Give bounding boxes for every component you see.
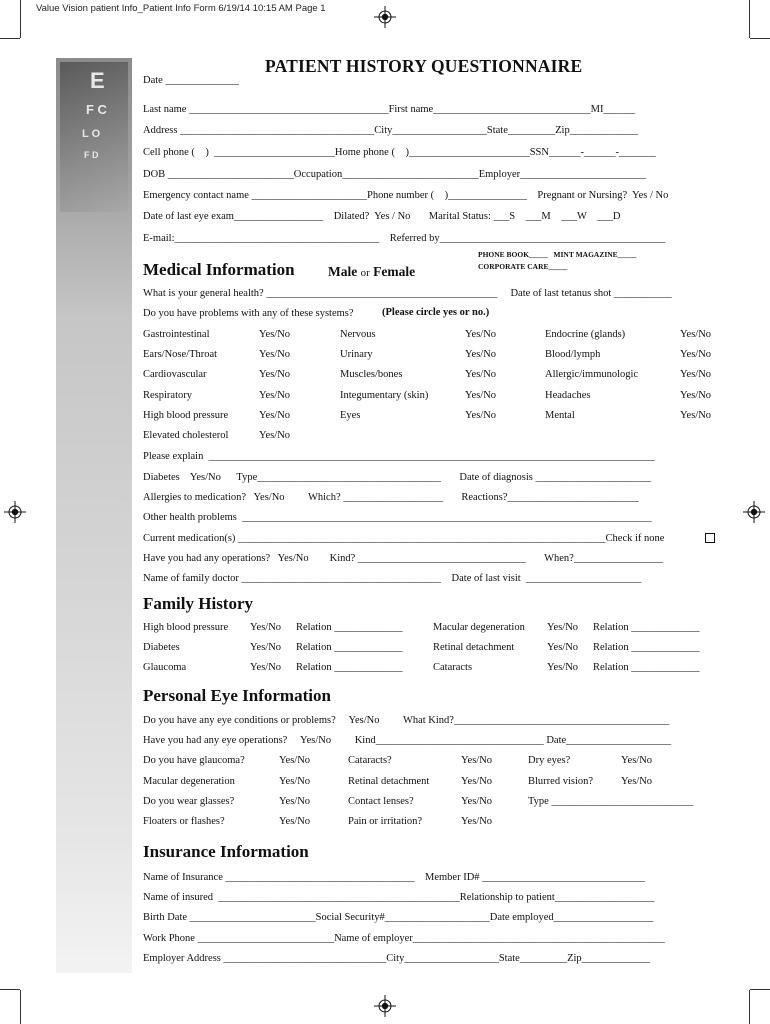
- form-line: E-mail:_______________________________________ Referred by___________________________________________: [143, 233, 666, 244]
- crop-mark: [750, 38, 770, 39]
- eye-chart-letter: L O: [82, 128, 101, 140]
- instruction-note: (Please circle yes or no.): [382, 307, 490, 318]
- crop-mark: [20, 990, 21, 1024]
- crop-mark: [749, 990, 750, 1024]
- section-heading: Insurance Information: [143, 842, 309, 861]
- form-line: Yes/No: [259, 349, 291, 360]
- form-line: Other health problems ______________________________________________________________________________: [143, 512, 652, 523]
- section-heading: Personal Eye Information: [143, 686, 331, 705]
- form-line: Glaucoma: [143, 662, 187, 673]
- form-line: Type ___________________________: [528, 796, 694, 807]
- form-line: Address _____________________________________City__________________State_________Zip_____________: [143, 125, 638, 136]
- form-line: Have you had any eye operations? Yes/No Kind________________________________ Date____________________: [143, 735, 672, 746]
- form-line: Work Phone __________________________Name of employer________________________________________________: [143, 933, 665, 944]
- page-title: PATIENT HISTORY QUESTIONNAIRE: [265, 56, 583, 76]
- form-line: Contact lenses?: [348, 796, 414, 807]
- form-line: Yes/No: [465, 329, 497, 340]
- form-line: Yes/No: [680, 329, 712, 340]
- form-line: Yes/No: [680, 390, 712, 401]
- form-line: Yes/No: [461, 755, 493, 766]
- form-line: Endocrine (glands): [545, 329, 626, 340]
- form-line: Macular degeneration: [433, 622, 525, 633]
- form-line: Date of last eye exam_________________ Dilated? Yes / No Marital Status: ___S ___M ___W ___D: [143, 211, 621, 222]
- form-line: Relation _____________: [593, 622, 700, 633]
- form-line: Cell phone ( ) _______________________Home phone ( )_______________________SSN______-______-_______: [143, 147, 656, 158]
- form-line: Yes/No: [547, 662, 579, 673]
- registration-mark-icon: [374, 6, 396, 28]
- form-line: Yes/No: [279, 755, 311, 766]
- form-line: Headaches: [545, 390, 591, 401]
- male-option[interactable]: Male: [328, 264, 358, 279]
- form-line: Yes/No: [279, 776, 311, 787]
- form-line: Urinary: [340, 349, 373, 360]
- form-line: Diabetes Yes/No Type___________________________________ Date of diagnosis ______________________: [143, 472, 652, 483]
- form-line: Muscles/bones: [340, 369, 403, 380]
- form-line: Last name ______________________________________First name______________________________MI______: [143, 104, 636, 115]
- form-line: What is your general health? ____________________________________________ Date of last tetanus shot ___________: [143, 288, 672, 299]
- form-line: Employer Address _______________________________City__________________State_________Zip_____________: [143, 953, 650, 964]
- registration-mark-icon: [743, 501, 765, 523]
- form-line: Have you had any operations? Yes/No Kind? ________________________________ When?_________________: [143, 553, 664, 564]
- female-option[interactable]: Female: [373, 264, 416, 279]
- form-line: Birth Date ________________________Social Security#____________________Date employed___________________: [143, 912, 654, 923]
- form-line: Yes/No: [465, 349, 497, 360]
- form-line: Yes/No: [259, 329, 291, 340]
- eye-chart-image: [60, 62, 128, 212]
- form-line: Cardiovascular: [143, 369, 207, 380]
- form-line: Allergies to medication? Yes/No Which? ___________________ Reactions?_________________________: [143, 492, 639, 503]
- form-line: Yes/No: [259, 390, 291, 401]
- form-line: Yes/No: [680, 410, 712, 421]
- form-line: Yes/No: [259, 430, 291, 441]
- form-line: Yes/No: [250, 642, 282, 653]
- form-line: Yes/No: [259, 369, 291, 380]
- form-line: Cataracts?: [348, 755, 392, 766]
- referral-options-line1: PHONE BOOK_____ MINT MAGAZINE_____: [478, 250, 637, 259]
- form-line: Yes/No: [279, 796, 311, 807]
- referral-options-line2: CORPORATE CARE_____: [478, 262, 568, 271]
- form-line: Yes/No: [547, 642, 579, 653]
- form-line: Blurred vision?: [528, 776, 594, 787]
- form-line: Relation _____________: [296, 662, 403, 673]
- form-line: Yes/No: [461, 816, 493, 827]
- form-line: Relation _____________: [593, 642, 700, 653]
- form-line: Name of insured ______________________________________________Relationship to patient___________________: [143, 892, 655, 903]
- form-line: Yes/No: [680, 369, 712, 380]
- form-line: Elevated cholesterol: [143, 430, 229, 441]
- form-line: Do you have any eye conditions or problems? Yes/No What Kind?_________________________________________: [143, 715, 670, 726]
- eye-chart-letter: E: [90, 68, 105, 93]
- eye-chart-letter: F D: [84, 150, 99, 160]
- form-line: Current medication(s) ______________________________________________________________________Check if none: [143, 533, 665, 544]
- form-line: Integumentary (skin): [340, 390, 429, 401]
- form-line: Yes/No: [680, 349, 712, 360]
- section-heading: Medical Information: [143, 260, 295, 279]
- form-line: High blood pressure: [143, 622, 229, 633]
- or-label: or: [360, 267, 370, 279]
- form-line: Yes/No: [621, 776, 653, 787]
- form-line: Cataracts: [433, 662, 473, 673]
- crop-mark: [750, 989, 770, 990]
- form-line: Yes/No: [250, 622, 282, 633]
- form-line: Yes/No: [621, 755, 653, 766]
- form-line: Dry eyes?: [528, 755, 571, 766]
- form-line: DOB ________________________Occupation__________________________Employer________________________: [143, 169, 647, 180]
- form-line: Nervous: [340, 329, 376, 340]
- form-line: Mental: [545, 410, 575, 421]
- form-line: Eyes: [340, 410, 361, 421]
- form-line: Do you wear glasses?: [143, 796, 235, 807]
- form-line: Name of Insurance ____________________________________ Member ID# _______________________________: [143, 872, 645, 883]
- form-line: Gastrointestinal: [143, 329, 210, 340]
- form-line: Yes/No: [250, 662, 282, 673]
- form-line: Please explain _____________________________________________________________________________________: [143, 451, 655, 462]
- form-line: Yes/No: [279, 816, 311, 827]
- eye-chart-letter: F C: [86, 102, 107, 117]
- form-line: Yes/No: [547, 622, 579, 633]
- form-line: Do you have problems with any of these systems?: [143, 308, 354, 319]
- form-line: Allergic/immunologic: [545, 369, 639, 380]
- form-line: Yes/No: [461, 776, 493, 787]
- form-line: Do you have glaucoma?: [143, 755, 245, 766]
- print-header: Value Vision patient Info_Patient Info Form 6/19/14 10:15 AM Page 1: [36, 3, 326, 14]
- form-line: Macular degeneration: [143, 776, 235, 787]
- form-line: Date ______________: [143, 75, 239, 86]
- form-line: Relation _____________: [296, 622, 403, 633]
- crop-mark: [749, 0, 750, 38]
- form-line: Blood/lymph: [545, 349, 601, 360]
- form-line: Ears/Nose/Throat: [143, 349, 218, 360]
- form-line: Respiratory: [143, 390, 192, 401]
- form-line: Pain or irritation?: [348, 816, 423, 827]
- check-if-none-checkbox[interactable]: [705, 533, 715, 543]
- form-line: Yes/No: [465, 369, 497, 380]
- form-line: Emergency contact name ______________________Phone number ( )_______________ Pregnant or Nursing? Yes / No: [143, 190, 669, 201]
- form-line: Retinal detachment: [433, 642, 515, 653]
- form-line: Retinal detachment: [348, 776, 430, 787]
- form-line: Diabetes: [143, 642, 180, 653]
- form-line: Name of family doctor ______________________________________ Date of last visit ______________________: [143, 573, 642, 584]
- form-line: Yes/No: [465, 410, 497, 421]
- form-line: Yes/No: [465, 390, 497, 401]
- form-line: Floaters or flashes?: [143, 816, 225, 827]
- form-line: Yes/No: [259, 410, 291, 421]
- sex-options: [328, 264, 415, 280]
- section-heading: Family History: [143, 594, 254, 613]
- form-line: Relation _____________: [593, 662, 700, 673]
- crop-mark: [20, 0, 21, 38]
- registration-mark-icon: [4, 501, 26, 523]
- form-line: High blood pressure: [143, 410, 229, 421]
- crop-mark: [0, 38, 20, 39]
- crop-mark: [0, 989, 20, 990]
- form-line: Yes/No: [461, 796, 493, 807]
- registration-mark-icon: [374, 995, 396, 1017]
- form-line: Relation _____________: [296, 642, 403, 653]
